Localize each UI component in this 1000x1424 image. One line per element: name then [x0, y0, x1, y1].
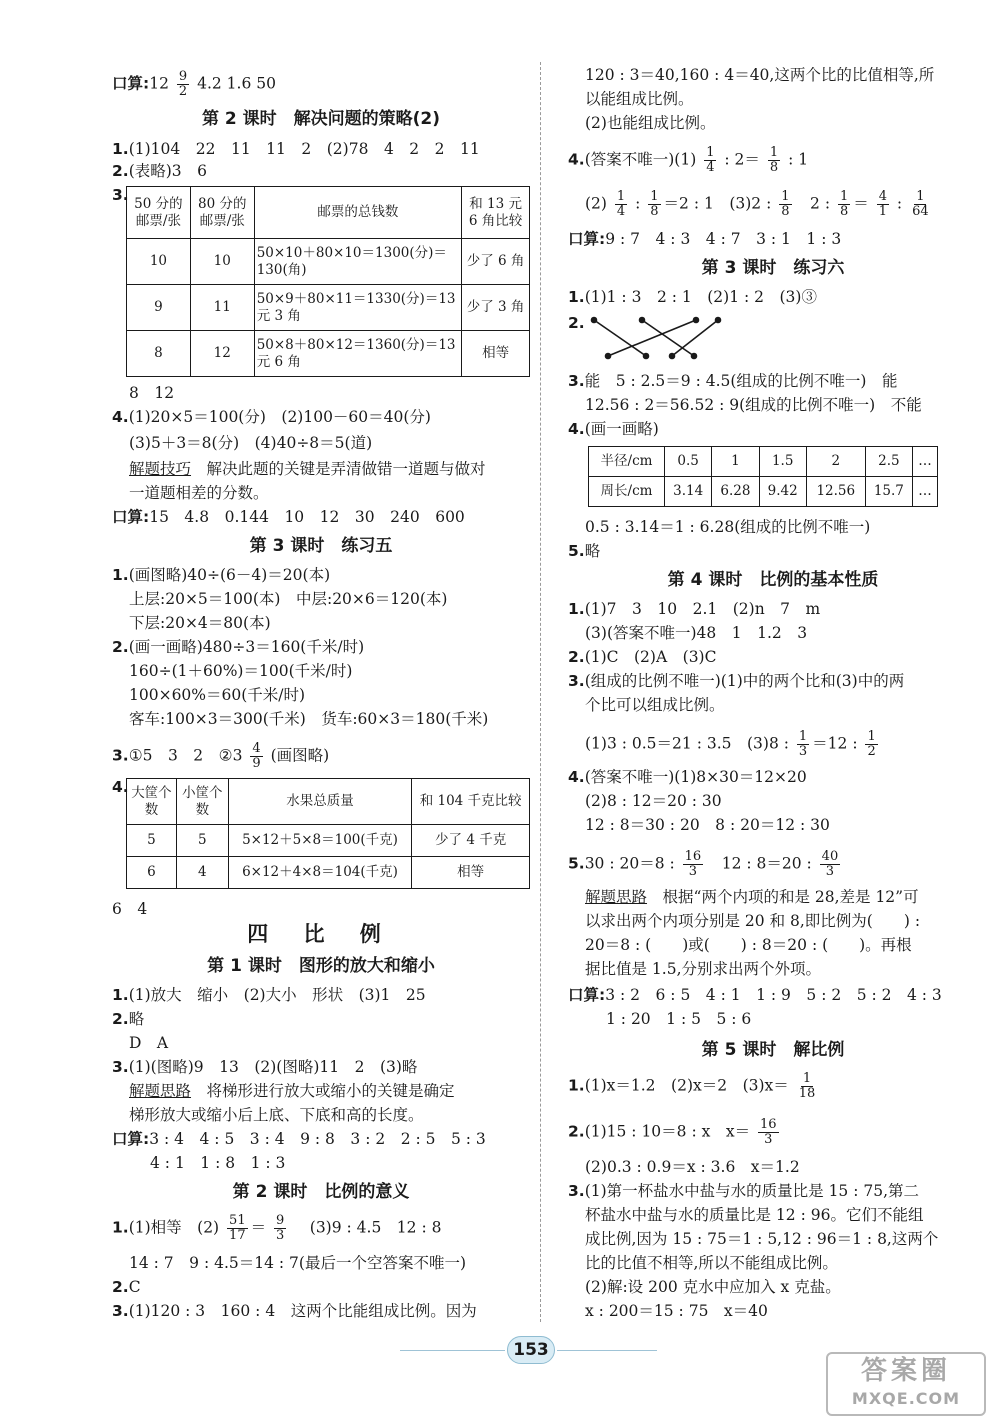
answer-line: (1)3 : 0.5＝21 : 3.5 (3)8 : $\frac{1}{3}$ ＝12 : $\frac{1}{2}$	[585, 729, 876, 759]
answer-line: 3.(1)第一杯盐水中盐与水的质量比是 15 : 75,第二	[568, 1182, 920, 1200]
tip-line: 20＝8 : ( )或( ) : 8＝20 : ( )。再根	[585, 936, 912, 954]
table-header: 和 13 元 6 角比较	[462, 187, 530, 239]
mental-math-line: 口算:3 : 2 6 : 5 4 : 1 1 : 9 5 : 2 5 : 2 4 : 3	[568, 986, 942, 1004]
table-row: 8 12 50×8＋80×12＝1360(分)＝13 元 6 角 相等	[127, 331, 530, 377]
tip-line: 据比值是 1.5,分别求出两个外项。	[585, 960, 822, 978]
fraction: $\frac{1}{8}$	[839, 189, 849, 219]
unit-heading: 四 比 例	[247, 922, 395, 946]
matching-line	[672, 320, 718, 356]
answer-line: 下层:20×4＝80(本)	[129, 614, 271, 632]
table-header: 和 104 千克比较	[412, 779, 530, 825]
answer-line: 上层:20×5＝100(本) 中层:20×6＝120(本)	[129, 590, 448, 608]
answer-line: 100×60%＝60(千米/时)	[129, 686, 306, 704]
table-header: 80 分的邮票/张	[190, 187, 254, 239]
footer-rule	[557, 1350, 657, 1351]
answer-line: 6 4	[112, 900, 148, 918]
table-row: 半径/cm 0.5 1 1.5 2 2.5 …	[589, 447, 938, 477]
answer-line: 0.5 : 3.14＝1 : 6.28(组成的比例不唯一)	[585, 518, 871, 536]
table-row: 6 4 6×12＋4×8＝104(千克) 相等	[127, 857, 530, 889]
matching-dot	[670, 354, 675, 359]
answer-line: 3.(组成的比例不唯一)(1)中的两个比和(3)中的两	[568, 672, 905, 690]
answer-line: 160÷(1＋60%)＝100(千米/时)	[129, 662, 353, 680]
lesson-heading: 第 2 课时 比例的意义	[232, 1182, 410, 1202]
answer-line: 1.(1)104 22 11 11 2 (2)78 4 2 2 11	[112, 140, 480, 158]
answer-line: 4.(答案不唯一)(1)8×30＝12×20	[568, 768, 807, 786]
stamp-table	[126, 186, 530, 377]
table-row: 9 11 50×9＋80×11＝1330(分)＝13 元 3 角 少了 3 角	[127, 285, 530, 331]
lesson-heading: 第 1 课时 图形的放大和缩小	[207, 956, 435, 976]
answer-line: 14 : 7 9 : 4.5＝14 : 7(最后一个空答案不唯一)	[129, 1254, 467, 1272]
answer-line: 3.①5 3 2 ②3 $\frac{4}{9}$ (画图略)	[112, 741, 330, 771]
tip-line: 梯形放大或缩小后上底、下底和高的长度。	[129, 1106, 424, 1124]
answer-line: (3)5＋3＝8(分) (4)40÷8＝5(道)	[129, 434, 373, 452]
matching-dot	[606, 354, 611, 359]
answer-line: 8 12	[129, 384, 175, 402]
answer-line: (2)0.3 : 0.9＝x : 3.6 x＝1.2	[585, 1158, 800, 1176]
table-header: 邮票的总钱数	[254, 187, 461, 239]
matching-lines-diagram	[586, 312, 726, 364]
answer-line: 比的比值不相等,所以不能组成比例。	[585, 1254, 838, 1272]
watermark-logo: 答案圈 MXQE.COM	[826, 1352, 986, 1416]
answer-line: 2.(1)15 : 10＝8 : x x＝ $\frac{16}{3}$	[568, 1117, 777, 1147]
matching-dot	[592, 318, 597, 323]
fruit-table	[126, 778, 530, 889]
answer-line: (3)(答案不唯一)48 1 1.2 3	[585, 624, 808, 642]
answer-line: 3.(1)120 : 3 160 : 4 这两个比能组成比例。因为	[112, 1302, 477, 1320]
answer-line: 1.(画图略)40÷(6－4)＝20(本)	[112, 566, 331, 584]
answer-line: 1.(1)放大 缩小 (2)大小 形状 (3)1 25	[112, 986, 426, 1004]
answer-line: 杯盐水中盐与水的质量比是 12 : 96。它们不能组	[585, 1206, 924, 1224]
question-number: 4.	[112, 778, 129, 796]
tip-line: 解题思路 根据“两个内项的和是 28,差是 12”可	[585, 888, 919, 906]
fraction: $\frac{9}{3}$	[276, 1213, 285, 1243]
fraction: $\frac{40}{3}$	[821, 849, 839, 879]
table-header: 50 分的邮票/张	[127, 187, 191, 239]
answer-line: 客车:100×3＝300(千米) 货车:60×3＝180(千米)	[129, 710, 489, 728]
answer-line: 1.(1)1 : 3 2 : 1 (2)1 : 2 (3)③	[568, 288, 817, 306]
fraction: $\frac{1}{64}$	[912, 189, 929, 219]
mental-math-line: 口算:15 4.8 0.144 10 12 30 240 600	[112, 508, 465, 526]
fraction: $\frac{1}{8}$	[650, 189, 659, 219]
answer-line: 个比可以组成比例。	[585, 696, 725, 714]
fraction: $\frac{1}{18}$	[798, 1071, 816, 1101]
table-header: 大筐个数	[127, 779, 177, 825]
fraction: $\frac{51}{17}$	[229, 1213, 246, 1243]
table-row: 10 10 50×10＋80×10＝1300(分)＝130(角) 少了 6 角	[127, 239, 530, 285]
answer-line: (2)也能组成比例。	[585, 114, 716, 132]
answer-line: 1.(1)相等 (2) $\frac{51}{17}$ ＝ $\frac{9}{3}$ (3)9 : 4.5 12 : 8	[112, 1213, 442, 1243]
page-number: 153	[507, 1336, 555, 1364]
lesson-heading: 第 3 课时 练习五	[249, 536, 393, 556]
mental-math-line: 口算:12 $\frac{9}{2}$ 4.2 1.6 50	[112, 69, 276, 99]
answer-line: 1.(1)7 3 10 2.1 (2)n 7 m	[568, 600, 821, 618]
lesson-heading: 第 2 课时 解决问题的策略(2)	[201, 109, 441, 129]
answer-line: 2.略	[112, 1010, 145, 1028]
table-header: 水果总质量	[228, 779, 412, 825]
lesson-heading: 第 5 课时 解比例	[701, 1040, 845, 1060]
answer-line: (2)解:设 200 克水中应加入 x 克盐。	[585, 1278, 841, 1296]
mental-math-line: 4 : 1 1 : 8 1 : 3	[150, 1154, 286, 1172]
answer-line: 3.(1)(图略)9 13 (2)(图略)11 2 (3)略	[112, 1058, 418, 1076]
fraction: $\frac{1}{2}$	[867, 729, 876, 759]
column-divider	[540, 62, 541, 1322]
lesson-heading: 第 3 课时 练习六	[701, 258, 845, 278]
matching-line	[642, 320, 694, 356]
fraction: $\frac{1}{8}$	[781, 189, 790, 219]
answer-line: 12 : 8＝30 : 20 8 : 20＝12 : 30	[585, 816, 830, 834]
answer-line: 1.(1)x＝1.2 (2)x＝2 (3)x＝ $\frac{1}{18}$	[568, 1071, 816, 1101]
answer-line: (2) $\frac{1}{4}$ : $\frac{1}{8}$ ＝2 : 1 (3)2 : $\frac{1}{8}$ 2 : $\frac{1}{8}$ ＝ $\frac{4}{1}$ : $\frac{1}{64}$	[585, 189, 929, 219]
tip-line: 解题思路 将梯形进行放大或缩小的关键是确定	[129, 1082, 455, 1100]
table-row: 周长/cm 3.14 6.28 9.42 12.56 15.7 …	[589, 477, 938, 507]
answer-line: x : 200＝15 : 75 x＝40	[585, 1302, 768, 1320]
tip-line: 解题技巧 解决此题的关键是弄清做错一道题与做对	[129, 460, 486, 478]
question-number: 3.	[112, 186, 129, 204]
answer-line: D A	[129, 1034, 169, 1052]
mental-math-line: 口算:9 : 7 4 : 3 4 : 7 3 : 1 1 : 3	[568, 230, 842, 248]
fraction: $\frac{4}{1}$	[878, 189, 887, 219]
fraction: $\frac{16}{3}$	[684, 849, 702, 879]
answer-line: 2.C	[112, 1278, 141, 1296]
answer-line: 以能组成比例。	[585, 90, 694, 108]
fraction: $\frac{16}{3}$	[760, 1117, 777, 1147]
answer-line: 4.(画一画略)	[568, 420, 659, 438]
table-header: 小筐个数	[176, 779, 228, 825]
fraction: $\frac{4}{9}$	[252, 741, 261, 771]
answer-line: 2.(1)C (2)A (3)C	[568, 648, 717, 666]
matching-dot	[692, 354, 697, 359]
fraction: $\frac{1}{8}$	[769, 145, 779, 175]
answer-line: 成比例,因为 15 : 75＝1 : 5,12 : 96＝1 : 8,这两个	[585, 1230, 939, 1248]
footer-rule	[400, 1350, 505, 1351]
lesson-heading: 第 4 课时 比例的基本性质	[667, 570, 879, 590]
matching-dot	[644, 354, 649, 359]
answer-line: 5.略	[568, 542, 601, 560]
answer-line: 2.(表略)3 6	[112, 162, 208, 180]
table-row: 5 5 5×12＋5×8＝100(千克) 少了 4 千克	[127, 825, 530, 857]
answer-line: 12.56 : 2＝56.52 : 9(组成的比例不唯一) 不能	[585, 396, 922, 414]
tip-line: 一道题相差的分数。	[129, 484, 269, 502]
answer-line: 5.30 : 20＝8 : $\frac{16}{3}$ 12 : 8＝20 : $\frac{40}{3}$	[568, 849, 839, 879]
answer-line: 120 : 3＝40,160 : 4＝40,这两个比的比值相等,所	[585, 66, 935, 84]
answer-line: 4.(1)20×5＝100(分) (2)100－60＝40(分)	[112, 408, 431, 426]
answer-line: (2)8 : 12＝20 : 30	[585, 792, 722, 810]
matching-dot	[716, 318, 721, 323]
fraction: $\frac{9}{2}$	[178, 69, 188, 99]
fraction: $\frac{1}{4}$	[616, 189, 626, 219]
matching-dot	[640, 318, 645, 323]
mental-math-line: 口算:3 : 4 4 : 5 3 : 4 9 : 8 3 : 2 2 : 5 5 : 3	[112, 1130, 486, 1148]
matching-dot	[694, 318, 699, 323]
fraction: $\frac{1}{3}$	[798, 729, 808, 759]
circle-table	[588, 446, 938, 507]
answer-line: 3.能 5 : 2.5＝9 : 4.5(组成的比例不唯一) 能	[568, 372, 898, 390]
answer-line: 2.(画一画略)480÷3＝160(千米/时)	[112, 638, 365, 656]
answer-line: 4.(答案不唯一)(1) $\frac{1}{4}$ : 2＝ $\frac{1}{8}$ : 1	[568, 145, 809, 175]
tip-line: 以求出两个内项分别是 20 和 8,即比例为( ) :	[585, 912, 921, 930]
fraction: $\frac{1}{4}$	[706, 145, 715, 175]
mental-math-line: 1 : 20 1 : 5 5 : 6	[606, 1010, 752, 1028]
answer-line: 2.	[568, 314, 585, 332]
